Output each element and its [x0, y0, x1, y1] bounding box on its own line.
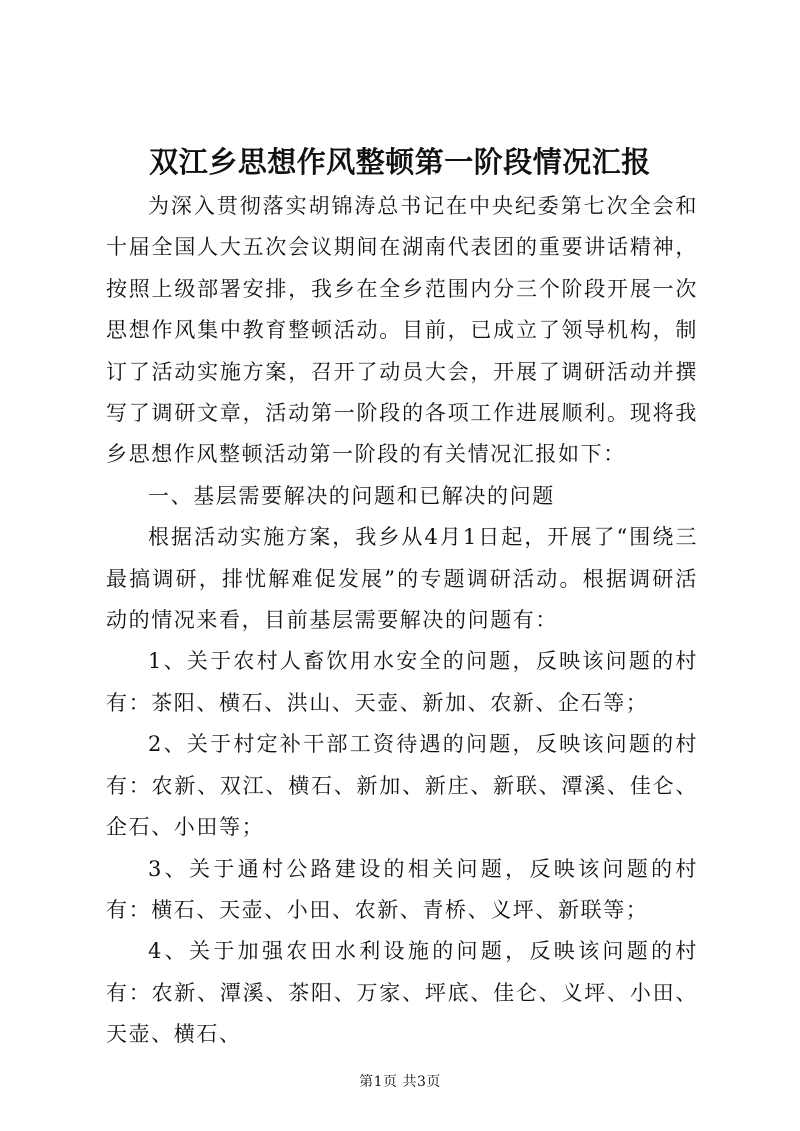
intro-paragraph: 为深入贯彻落实胡锦涛总书记在中央纪委第七次全会和十届全国人大五次会议期间在湖南代表团的重要讲话精神，按照上级部署安排，我乡在全乡范围内分三个阶段开展一次思想作风集中教育整顿活动。目前，已成立了领导机构，制订了活动实施方案，召开了动员大会，开展了调研活动并撰写了调研文章，活动第一阶段的各项工作进展顺利。现将我乡思想作风整顿活动第一阶段的有关情况汇报如下： — [106, 194, 698, 467]
body-paragraph: 根据活动实施方案，我乡从4月1日起，开展了“围绕三最搞调研，排忧解难促发展”的专题调研活动。根据调研活动的情况来看，目前基层需要解决的问题有： — [106, 525, 698, 633]
page-number-footer: 第1页 共3页 — [359, 1074, 441, 1090]
list-item-2: 2、关于村定补干部工资待遇的问题，反映该问题的村有：农新、双江、横石、新加、新庄、新联、潭溪、佳仑、企石、小田等； — [106, 732, 698, 840]
section-heading: 一、基层需要解决的问题和已解决的问题 — [148, 483, 555, 508]
list-item-1: 1、关于农村人畜饮用水安全的问题，反映该问题的村有：茶阳、横石、洪山、天壶、新加、农新、企石等； — [106, 649, 698, 715]
list-item-3: 3、关于通村公路建设的相关问题，反映该问题的村有：横石、天壶、小田、农新、青桥、义坪、新联等； — [106, 856, 698, 922]
document-title: 双江乡思想作风整顿第一阶段情况汇报 — [149, 145, 651, 179]
document-body — [106, 186, 698, 1056]
list-item-4: 4、关于加强农田水利设施的问题，反映该问题的村有：农新、潭溪、茶阳、万家、坪底、佳仑、义坪、小田、天壶、横石、 — [106, 939, 698, 1047]
